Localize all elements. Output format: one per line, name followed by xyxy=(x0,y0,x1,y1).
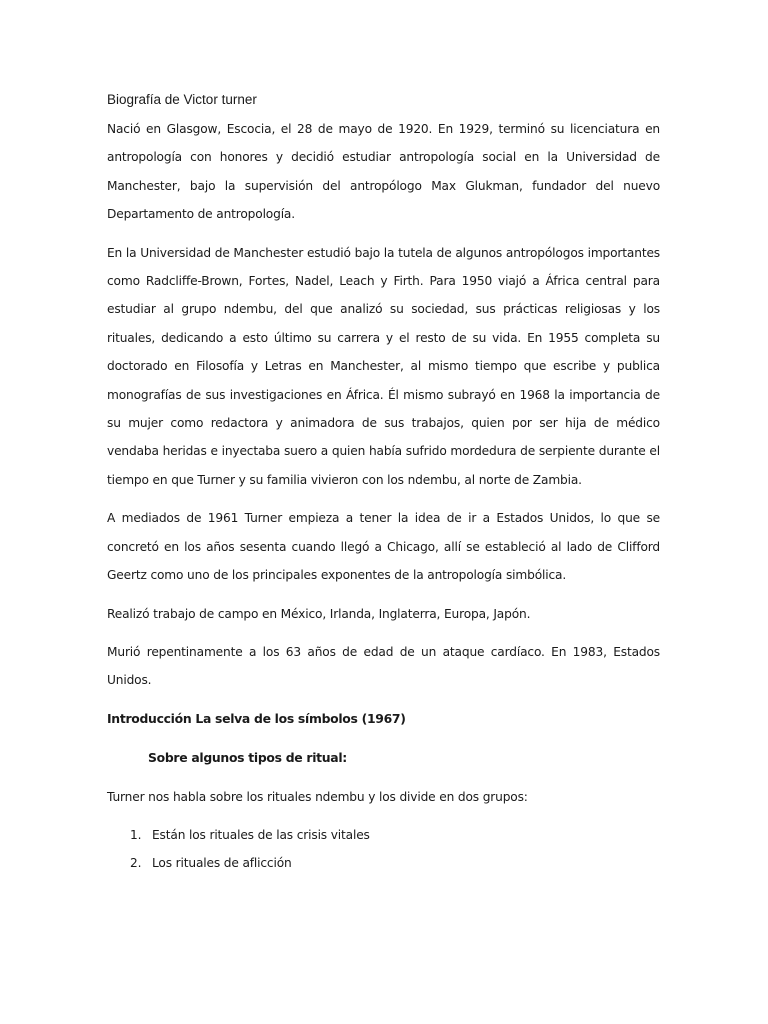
list-item-number: 1. xyxy=(130,828,142,843)
list-item-text: Están los rituales de las crisis vitales xyxy=(152,828,370,843)
list-item xyxy=(107,821,660,849)
list-item-number: 2. xyxy=(130,856,142,871)
paragraph-manchester: En la Universidad de Manchester estudió bajo la tutela de algunos antropólogos importantes como Radcliffe-Brown, Fortes, Nadel, Leach y Firth. Para 1950 viajó a África central para estudiar al grupo ndembu, del que analizó su sociedad, sus prácticas religiosas y los rituales, dedicando a esto último su carrera y el resto de su vida. En 1955 completa su doctorado en Filosofía y Letras en Manchester, al mismo tiempo que escribe y publica monografías de sus investigaciones en África. Él mismo subrayó en 1968 la importancia de su mujer como redactora y animadora de sus trabajos, quien por ser hija de médico vendaba heridas e inyectaba suero a quien había sufrido mordedura de serpiente durante el tiempo en que Turner y su familia vivieron con los ndembu, al norte de Zambia. xyxy=(107,245,660,487)
paragraph-united-states: A mediados de 1961 Turner empieza a tener la idea de ir a Estados Unidos, lo que se concretó en los años sesenta cuando llegó a Chicago, allí se estableció al lado de Clifford Geertz como uno de los principales exponentes de la antropología simbólica. xyxy=(107,511,660,583)
paragraph-birth: Nació en Glasgow, Escocia, el 28 de mayo de 1920. En 1929, terminó su licenciatura en antropología con honores y decidió estudiar antropología social en la Universidad de Manchester, bajo la supervisión del antropólogo Max Glukman, fundador del nuevo Departamento de antropología. xyxy=(107,122,660,222)
document-title: Biografía de Victor turner xyxy=(107,92,257,107)
section-subheading: Sobre algunos tipos de ritual: xyxy=(148,749,347,765)
ritual-list xyxy=(107,821,660,877)
intro-text: Turner nos habla sobre los rituales ndembu y los divide en dos grupos: xyxy=(107,789,528,804)
section-heading: Introducción La selva de los símbolos (1967) xyxy=(107,710,406,726)
list-item xyxy=(107,849,660,877)
document-page xyxy=(107,90,660,877)
list-item-text: Los rituales de aflicción xyxy=(152,856,292,871)
paragraph-death: Murió repentinamente a los 63 años de edad de un ataque cardíaco. En 1983, Estados Unidos. xyxy=(107,644,660,688)
paragraph-fieldwork: Realizó trabajo de campo en México, Irlanda, Inglaterra, Europa, Japón. xyxy=(107,606,531,621)
